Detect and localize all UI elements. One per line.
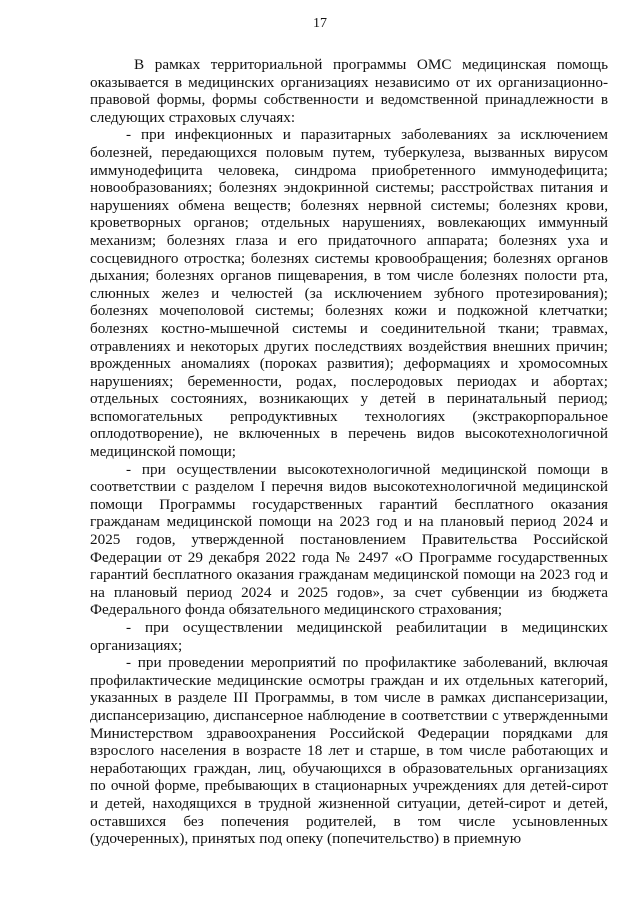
paragraph-rehabilitation: - при осуществлении медицинской реабилитации в медицинских организациях; xyxy=(90,619,608,654)
page-number: 17 xyxy=(313,16,327,31)
paragraph-intro: В рамках территориальной программы ОМС медицинская помощь оказывается в медицинских организациях независимо от их организационно-правовой формы, формы собственности и ведомственной принадлежности в следующих страховых случаях: xyxy=(90,56,608,126)
document-body xyxy=(90,56,608,848)
paragraph-infectious-diseases: - при инфекционных и паразитарных заболеваниях за исключением болезней, передающихся половым путем, туберкулеза, вызванных вирусом иммунодефицита человека, синдрома приобретенного иммунодефицита; новообразованиях; болезнях эндокринной системы; расстройствах питания и нарушениях обмена веществ; болезнях нервной системы; болезнях крови, кроветворных органов; отдельных нарушениях, вовлекающих иммунный механизм; болезнях глаза и его придаточного аппарата; болезнях уха и сосцевидного отростка; болезнях системы кровообращения; болезнях органов дыхания; болезнях органов пищеварения, в том числе болезнях полости рта, слюнных желез и челюстей (за исключением зубного протезирования); болезнях мочеполовой системы; болезнях кожи и подкожной клетчатки; болезнях костно-мышечной системы и соединительной ткани; травмах, отравлениях и некоторых других последствиях воздействия внешних причин; врожденных аномалиях (пороках развития); деформациях и хромосомных нарушениях; беременности, родах, послеродовых периодах и абортах; отдельных состояниях, возникающих у детей в перинатальный период; вспомогательных репродуктивных технологиях (экстракорпоральное оплодотворение), не включенных в перечень видов высокотехнологичной медицинской помощи; xyxy=(90,126,608,461)
paragraph-high-tech-care: - при осуществлении высокотехнологичной медицинской помощи в соответствии с разделом I перечня видов высокотехнологичной медицинской помощи Программы государственных гарантий бесплатного оказания гражданам медицинской помощи на 2023 год и на плановый период 2024 и 2025 годов, утвержденной постановлением Правительства Российской Федерации от 29 декабря 2022 года № 2497 «О Программе государственных гарантий бесплатного оказания гражданам медицинской помощи на 2023 год и на плановый период 2024 и 2025 годов», за счет субвенции из бюджета Федерального фонда обязательного медицинского страхования; xyxy=(90,460,608,619)
paragraph-prevention: - при проведении мероприятий по профилактике заболеваний, включая профилактические медицинские осмотры граждан и их отдельных категорий, указанных в разделе III Программы, в том числе в рамках диспансеризации, диспансеризацию, диспансерное наблюдение в соответствии с утвержденными Министерством здравоохранения Российской Федерации порядками для взрослого населения в возрасте 18 лет и старше, в том числе работающих и неработающих граждан, лиц, обучающихся в образовательных организациях по очной форме, пребывающих в стационарных учреждениях для детей-сирот и детей, находящихся в трудной жизненной ситуации, детей-сирот и детей, оставшихся без попечения родителей, в том числе усыновленных (удочеренных), принятых под опеку (попечительство) в приемную xyxy=(90,654,608,848)
